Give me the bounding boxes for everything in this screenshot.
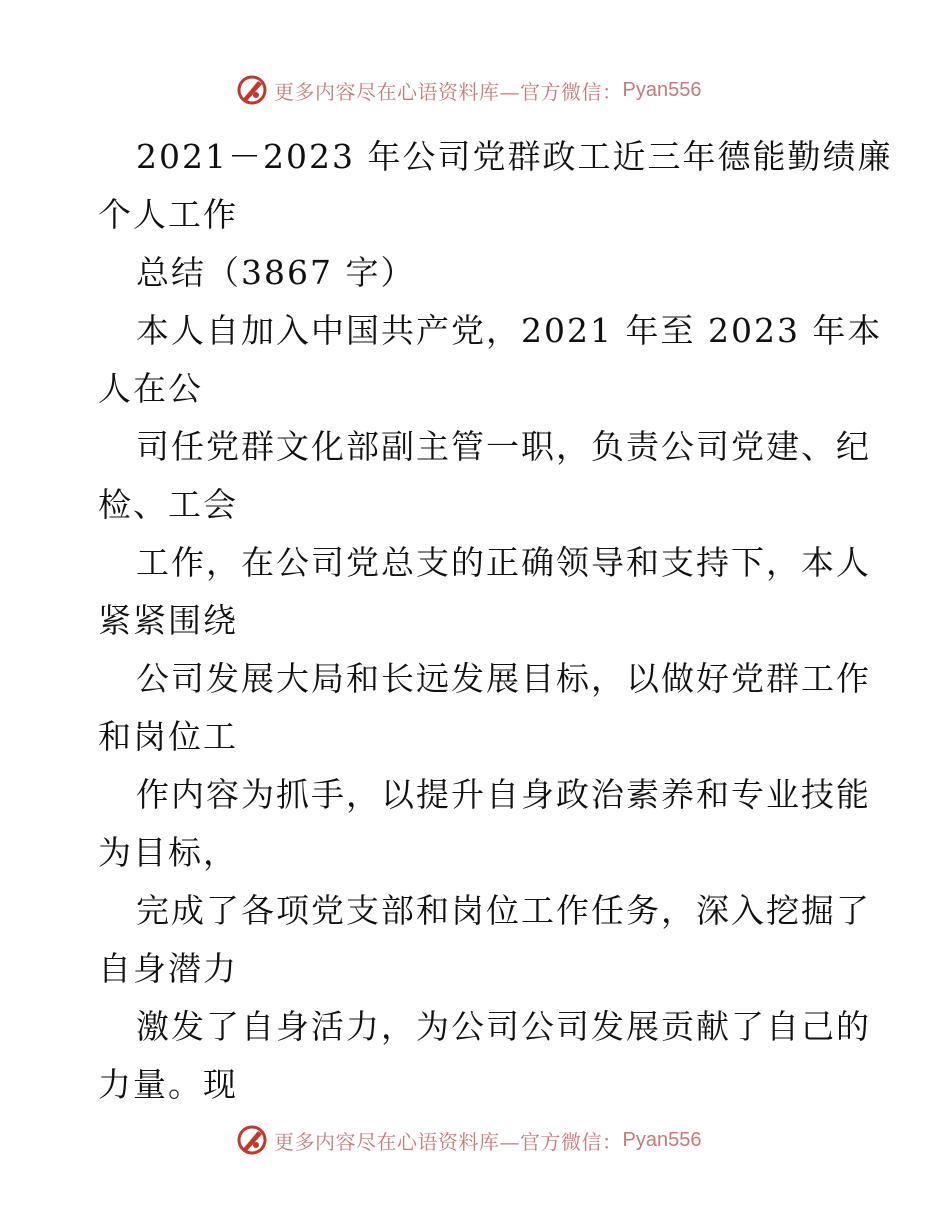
document-body (98, 128, 893, 1114)
text-line: 总结（3867 字） (136, 253, 416, 292)
watermark-text: 更多内容尽在心语资料库—官方微信： (274, 1129, 623, 1154)
text-line: 激发了自身活力，为公司公司发展贡献了自己的 (136, 1007, 871, 1046)
wechat-id: Pyan556 (622, 1128, 702, 1151)
text-line: 和岗位工 (98, 717, 238, 756)
text-line: 作内容为抓手，以提升自身政治素养和专业技能 (136, 775, 871, 814)
pen-seal-icon (236, 74, 268, 106)
text-line: 紧紧围绕 (98, 601, 238, 640)
text-line: 司任党群文化部副主管一职，负责公司党建、纪 (136, 427, 871, 466)
text-line: 公司发展大局和长远发展目标，以做好党群工作 (136, 659, 871, 698)
text-line: 检、工会 (98, 485, 238, 524)
header-watermark (236, 72, 701, 108)
text-line: 完成了各项党支部和岗位工作任务，深入挖掘了 (136, 891, 871, 930)
wechat-id: Pyan556 (622, 78, 702, 101)
text-line: 力量。现 (98, 1065, 238, 1104)
pen-seal-icon (236, 1124, 268, 1156)
text-line: 人在公 (98, 369, 203, 408)
footer-watermark (236, 1122, 701, 1158)
text-line: 自身潜力 (98, 949, 238, 988)
text-line: 2021－2023 年公司党群政工近三年德能勤绩廉 (136, 137, 893, 176)
text-line: 本人自加入中国共产党，2021 年至 2023 年本 (136, 311, 883, 350)
watermark-text: 更多内容尽在心语资料库—官方微信： (274, 79, 623, 104)
text-line: 为目标， (98, 833, 238, 872)
text-line: 工作，在公司党总支的正确领导和支持下，本人 (136, 543, 871, 582)
text-line: 个人工作 (98, 195, 238, 234)
